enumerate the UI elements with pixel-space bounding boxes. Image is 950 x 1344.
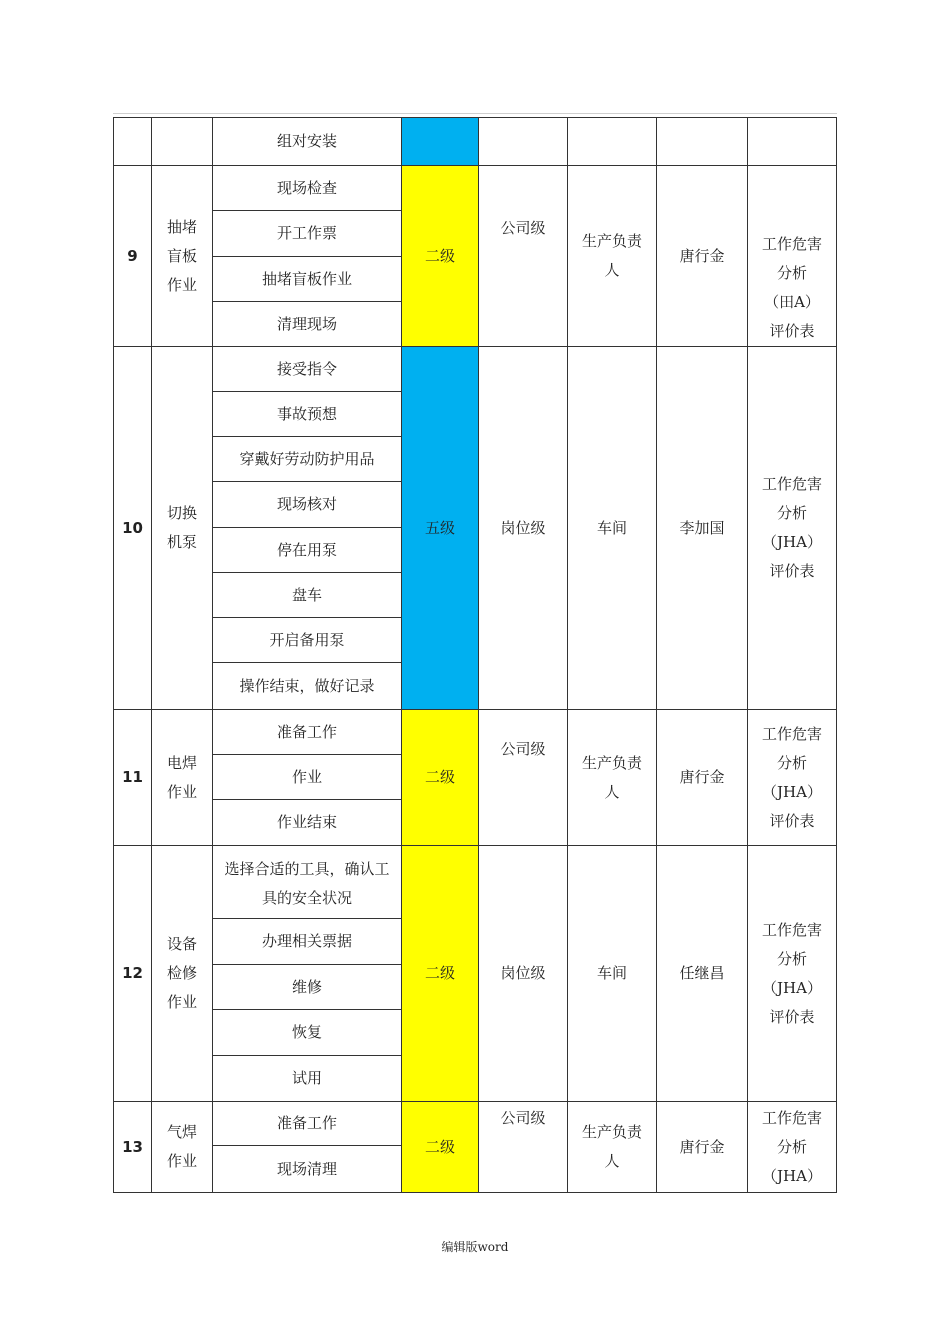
step-cell: 开启备用泵 <box>213 618 402 663</box>
analysis-line: 评价表 <box>769 322 815 340</box>
step-cell: 选择合适的工具，确认工具的安全状况 <box>213 846 402 919</box>
job-hazard-table <box>113 117 837 1193</box>
job-name-line: 作业 <box>166 993 197 1011</box>
control-level-cell <box>479 118 568 166</box>
step-cell: 办理相关票据 <box>213 919 402 965</box>
department-cell <box>568 118 657 166</box>
analysis-cell <box>748 347 837 710</box>
department-cell <box>568 1102 657 1193</box>
step-cell: 试用 <box>213 1056 402 1102</box>
step-cell: 恢复 <box>213 1010 402 1056</box>
job-name-line: 电焊 <box>166 753 197 772</box>
job-name-line: 盲板 <box>166 246 197 265</box>
department-cell <box>568 710 657 846</box>
step-cell: 停在用泵 <box>213 528 402 573</box>
risk-level-cell: 二级 <box>402 166 479 347</box>
control-level-cell: 公司级 <box>479 710 568 846</box>
analysis-line: 分析 <box>776 949 807 968</box>
risk-level-cell: 二级 <box>402 1102 479 1193</box>
person-cell: 任继昌 <box>657 846 748 1102</box>
step-cell: 作业 <box>213 755 402 800</box>
analysis-line: 分析 <box>776 1138 807 1156</box>
analysis-line: 评价表 <box>769 1007 815 1026</box>
table-row <box>114 166 837 211</box>
department-line: 生产负责 <box>581 232 642 250</box>
risk-level-cell <box>402 118 479 166</box>
row-number <box>114 118 152 166</box>
person-cell: 唐行金 <box>657 710 748 846</box>
risk-level-cell: 二级 <box>402 710 479 846</box>
row-number: 9 <box>114 166 152 347</box>
step-cell: 操作结束，做好记录 <box>213 663 402 710</box>
person-cell: 唐行金 <box>657 166 748 347</box>
department-line: 人 <box>604 261 620 279</box>
department-line: 生产负责 <box>581 753 642 772</box>
analysis-line: （田A） <box>764 293 820 311</box>
job-name-line: 设备 <box>166 935 197 953</box>
table-row <box>114 846 837 919</box>
control-level-cell: 岗位级 <box>479 846 568 1102</box>
job-name <box>152 347 213 710</box>
table-row <box>114 118 837 166</box>
analysis-line: （JHA） <box>762 533 822 551</box>
control-level-cell: 公司级 <box>479 1102 568 1193</box>
analysis-cell <box>748 1102 837 1193</box>
table-row <box>114 1102 837 1146</box>
job-name <box>152 846 213 1102</box>
step-cell: 现场核对 <box>213 482 402 528</box>
analysis-line: 工作危害 <box>761 724 822 743</box>
table-row <box>114 710 837 755</box>
risk-level-cell: 二级 <box>402 846 479 1102</box>
job-name <box>152 166 213 347</box>
analysis-line: 评价表 <box>769 811 815 830</box>
analysis-line: 工作危害 <box>761 235 822 253</box>
row-number: 10 <box>114 347 152 710</box>
job-name <box>152 710 213 846</box>
job-name-line: 抽堵 <box>166 217 197 236</box>
analysis-cell <box>748 710 837 846</box>
department-cell: 车间 <box>568 347 657 710</box>
top-divider <box>113 113 837 114</box>
risk-level-cell: 五级 <box>402 347 479 710</box>
department-line: 人 <box>604 782 620 801</box>
step-cell: 穿戴好劳动防护用品 <box>213 437 402 482</box>
analysis-cell <box>748 166 837 347</box>
analysis-line: 评价表 <box>769 562 815 580</box>
person-cell: 李加国 <box>657 347 748 710</box>
job-name-line: 作业 <box>166 782 197 801</box>
job-name-line: 检修 <box>166 964 197 982</box>
step-cell: 现场清理 <box>213 1146 402 1193</box>
row-number: 11 <box>114 710 152 846</box>
step-cell: 作业结束 <box>213 800 402 846</box>
person-cell <box>657 118 748 166</box>
row-number: 13 <box>114 1102 152 1193</box>
step-cell: 抽堵盲板作业 <box>213 257 402 302</box>
department-line: 生产负责 <box>581 1123 642 1141</box>
analysis-line: 工作危害 <box>761 1109 822 1127</box>
step-cell: 现场检查 <box>213 166 402 211</box>
analysis-line: 工作危害 <box>761 475 822 493</box>
job-name <box>152 118 213 166</box>
step-cell: 维修 <box>213 965 402 1010</box>
job-name-line: 作业 <box>166 1152 197 1170</box>
job-name <box>152 1102 213 1193</box>
analysis-line: 工作危害 <box>761 920 822 939</box>
job-name-line: 切换 <box>166 504 197 522</box>
row-number: 12 <box>114 846 152 1102</box>
step-cell: 组对安装 <box>213 118 402 166</box>
department-line: 人 <box>604 1152 620 1170</box>
person-cell: 唐行金 <box>657 1102 748 1193</box>
page-footer: 编辑版word <box>441 1240 509 1254</box>
step-cell: 准备工作 <box>213 710 402 755</box>
step-cell: 接受指令 <box>213 347 402 392</box>
job-name-line: 机泵 <box>166 533 197 551</box>
department-cell: 车间 <box>568 846 657 1102</box>
analysis-line: （JHA） <box>762 782 822 801</box>
table-body <box>114 118 837 1193</box>
analysis-line: 分析 <box>776 504 807 522</box>
step-cell: 开工作票 <box>213 211 402 257</box>
analysis-line: 分析 <box>776 753 807 772</box>
department-cell <box>568 166 657 347</box>
analysis-line: （JHA） <box>762 978 822 997</box>
analysis-cell <box>748 846 837 1102</box>
control-level-cell: 岗位级 <box>479 347 568 710</box>
job-name-line: 作业 <box>166 275 197 294</box>
table-row <box>114 347 837 392</box>
step-cell: 盘车 <box>213 573 402 618</box>
step-cell: 事故预想 <box>213 392 402 437</box>
analysis-cell <box>748 118 837 166</box>
analysis-line: 分析 <box>776 264 807 282</box>
step-cell: 准备工作 <box>213 1102 402 1146</box>
control-level-cell: 公司级 <box>479 166 568 347</box>
analysis-line: （JHA） <box>762 1167 822 1185</box>
job-name-line: 气焊 <box>166 1123 197 1141</box>
step-cell: 清理现场 <box>213 302 402 347</box>
